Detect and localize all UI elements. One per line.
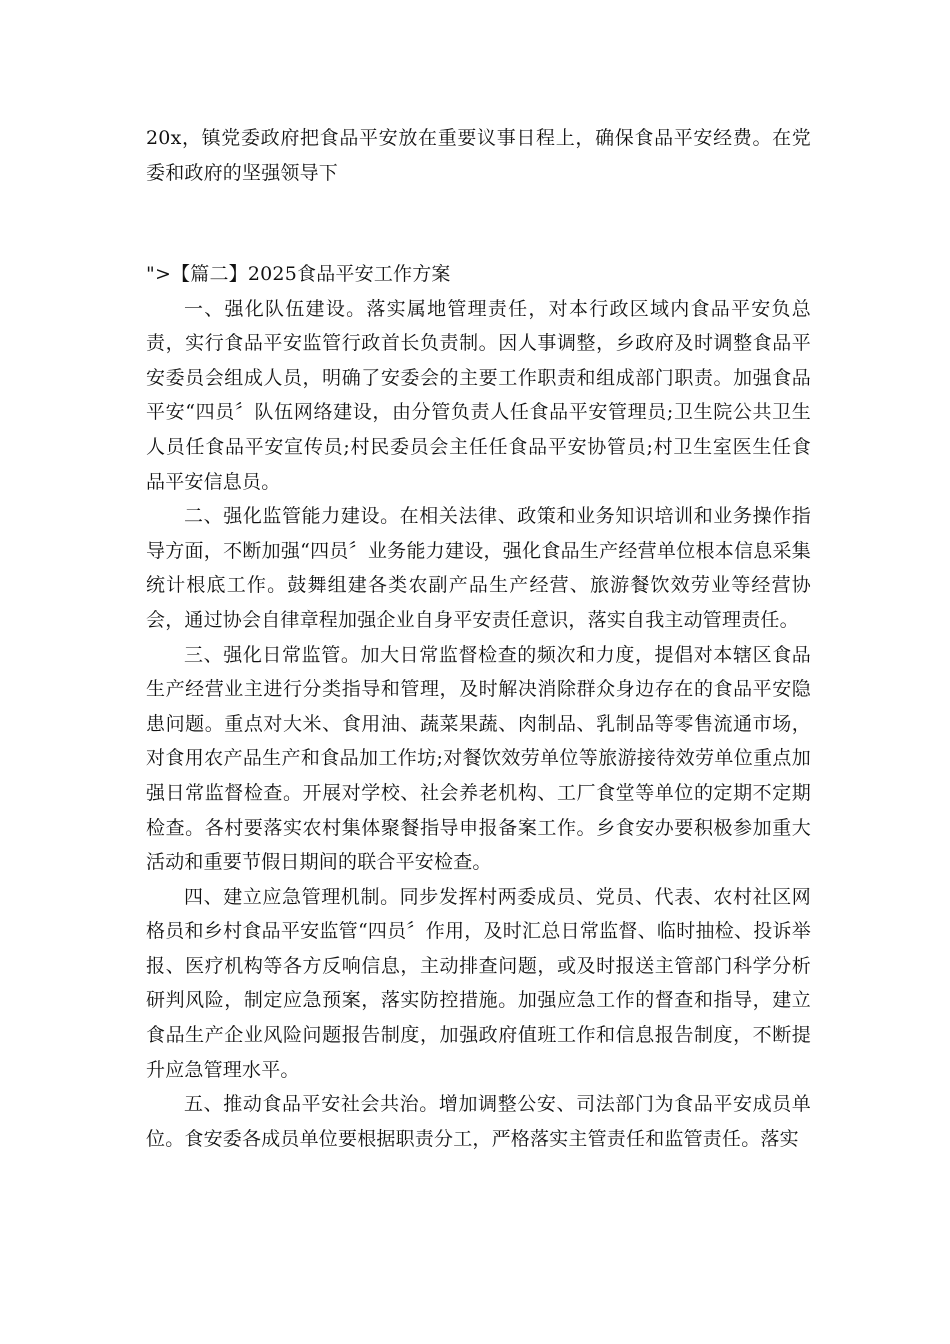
paragraph-5: 五、推动食品平安社会共治。增加调整公安、司法部门为食品平安成员单位。食安委各成员单位要根据职责分工，严格落实主管责任和监管责任。落实 xyxy=(146,1093,811,1150)
paragraph-3: 三、强化日常监管。加大日常监督检查的频次和力度，提倡对本辖区食品生产经营业主进行分类指导和管理，及时解决消除群众身边存在的食品平安隐患问题。重点对大米、食用油、蔬菜果蔬、肉制品、乳制品等零售流通市场，对食用农产品生产和食品加工作坊;对餐饮效劳单位等旅游接待效劳单位重点加强日常监督检查。开展对学校、社会养老机构、工厂食堂等单位的定期不定期检查。各村要落实农村集体聚餐指导申报备案工作。乡食安办要积极参加重大活动和重要节假日期间的联合平安检查。 xyxy=(146,643,811,874)
paragraph-1: 一、强化队伍建设。落实属地管理责任，对本行政区域内食品平安负总责，实行食品平安监管行政首长负责制。因人事调整，乡政府及时调整食品平安委员会组成人员，明确了安委会的主要工作职责和组成部门职责。加强食品平安“四员〞队伍网络建设，由分管负责人任食品平安管理员;卫生院公共卫生人员任食品平安宣传员;村民委员会主任任食品平安协管员;村卫生室医生任食品平安信息员。 xyxy=(146,297,811,493)
intro-paragraph: 20x，镇党委政府把食品平安放在重要议事日程上，确保食品平安经费。在党委和政府的坚强领导下 xyxy=(146,127,811,184)
paragraph-2: 二、强化监管能力建设。在相关法律、政策和业务知识培训和业务操作指导方面，不断加强“四员〞业务能力建设，强化食品生产经营单位根本信息采集统计根底工作。鼓舞组建各类农副产品生产经营、旅游餐饮效劳业等经营协会，通过协会自律章程加强企业自身平安责任意识，落实自我主动管理责任。 xyxy=(146,505,811,631)
intro-block xyxy=(146,121,811,190)
section-heading: ">【篇二】2025食品平安工作方案 xyxy=(146,263,451,285)
paragraph-4: 四、建立应急管理机制。同步发挥村两委成员、党员、代表、农村社区网格员和乡村食品平安监管“四员〞作用，及时汇总日常监督、临时抽检、投诉举报、医疗机构等各方反响信息，主动排查问题，或及时报送主管部门科学分析研判风险，制定应急预案，落实防控措施。加强应急工作的督查和指导，建立食品生产企业风险问题报告制度，加强政府值班工作和信息报告制度，不断提升应急管理水平。 xyxy=(146,885,811,1081)
section-block xyxy=(146,257,811,1156)
